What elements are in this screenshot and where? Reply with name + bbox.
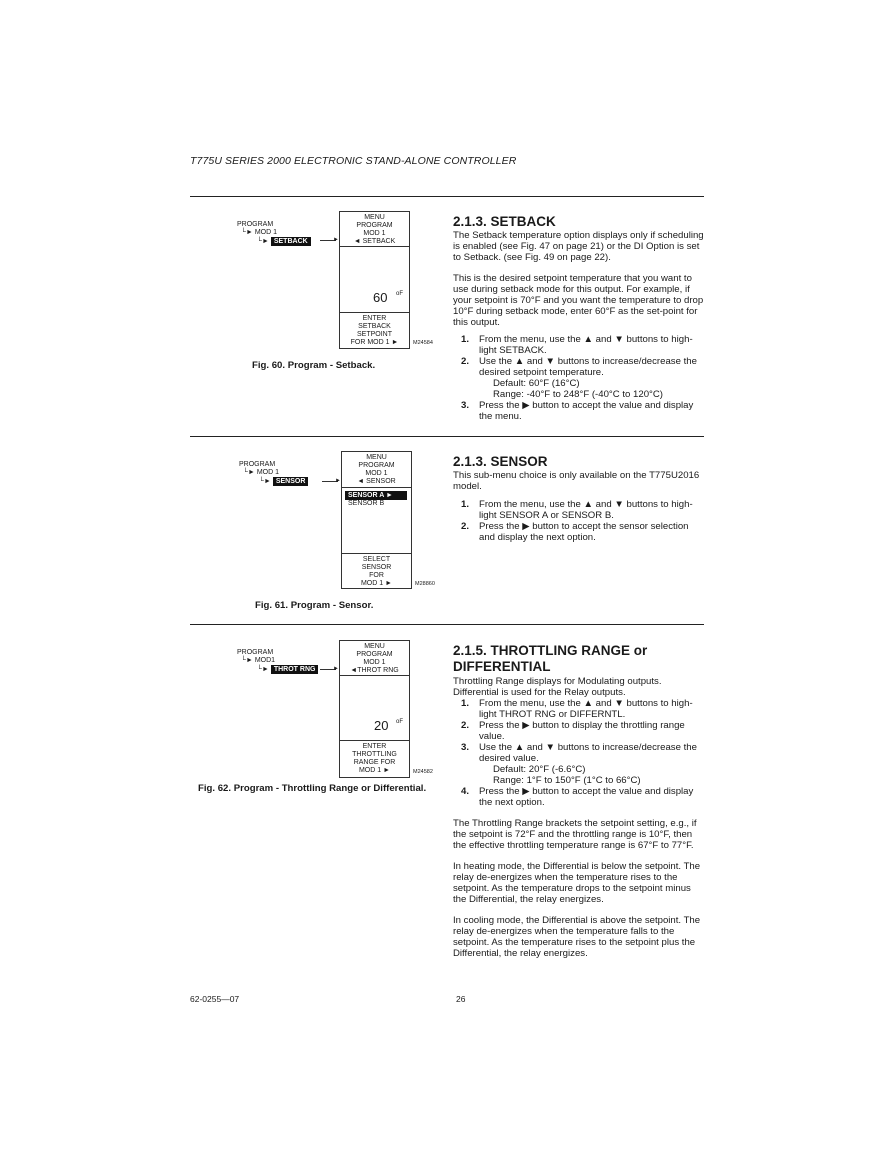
step-default: Default: 20°F (-6.6°C) [493, 764, 586, 775]
menu-tree [237, 649, 318, 674]
divider [190, 436, 704, 437]
step: 1. From the menu, use the ▲ and ▼ buttons to high-light THROT RNG or DIFFERNTL. [461, 698, 693, 720]
paragraph: The Setback temperature option displays only if scheduling is enabled (see Fig. 47 on page 21) or the DI Option is set to Setback. (see Fig. 49 on page 22). [453, 230, 704, 263]
step: 3. Press the ▶ button to accept the value and display the menu. [461, 400, 694, 422]
tree-child: MOD1 [254, 657, 276, 664]
figure-caption: Fig. 60. Program - Setback. [252, 360, 376, 371]
tree-selected-row: └► SETBACK [237, 237, 311, 246]
tree-selected: THROT RNG [271, 665, 319, 674]
lcd-line: THROTTLING [352, 751, 397, 758]
lcd-line: SENSOR [361, 564, 392, 571]
step: 1. From the menu, use the ▲ and ▼ buttons to high-light SETBACK. [461, 334, 693, 356]
tree-selected: SETBACK [271, 237, 311, 246]
lcd-line: MENU [364, 214, 385, 221]
lcd-line: ENTER [362, 315, 387, 322]
paragraph: The Throttling Range brackets the setpoint setting, e.g., if the setpoint is 72°F and the throttling range is 10°F, then the effective throttling temperature range is 67°F to 77°F. [453, 818, 697, 851]
step-list [453, 334, 705, 422]
lcd-line: PROGRAM [358, 462, 395, 469]
paragraph: In heating mode, the Differential is below the setpoint. The relay de-energizes when the temperature rises to the setpoint. As the temperature drops to the setpoint minus the Differential, the relay energizes. [453, 861, 701, 905]
lcd-line: MOD 1 [363, 230, 386, 237]
lcd-value: 60 [373, 290, 388, 305]
section-setback [453, 214, 705, 422]
section-title: 2.1.3. SETBACK [453, 214, 556, 229]
paragraph: In cooling mode, the Differential is above the setpoint. The relay de-energizes when the temperature falls to the setpoint. As the temperature rises to the setpoint plus the Differential, the relay energizes. [453, 915, 701, 959]
section-title: 2.1.3. SENSOR [453, 454, 548, 469]
step: 4. Press the ▶ button to accept the value and display the next option. [461, 786, 694, 808]
tree-child-row: └► MOD 1 [241, 229, 278, 236]
step-list [453, 698, 705, 808]
lcd-display [341, 451, 412, 589]
step: 2. Use the ▲ and ▼ buttons to increase/decrease the desired setpoint temperature. Default: 60°F (16°C) Range: -40°F to 248°F (-40°C to 120°C) [453, 356, 705, 400]
tree-child-row: └► MOD 1 [243, 469, 280, 476]
doc-number: 62-0255—07 [190, 994, 240, 1004]
lcd-line: RANGE FOR [353, 759, 396, 766]
section-sensor [453, 454, 705, 543]
tree-child: MOD 1 [256, 469, 280, 476]
paragraph: This sub-menu choice is only available on the T775U2016 model. [453, 470, 700, 492]
tree-child: MOD 1 [254, 229, 278, 236]
lcd-line: PROGRAM [356, 651, 393, 658]
step-range: Range: -40°F to 248°F (-40°C to 120°C) [493, 389, 663, 400]
lcd-line: MOD 1 ► [360, 580, 393, 587]
menu-tree [239, 461, 308, 486]
paragraph: This is the desired setpoint temperature that you want to use during setback mode for this output. For example, if your setpoint is 70°F and you want the temperature to drop 10°F during setback mode, enter 60°F as the set-point for this output. [453, 273, 704, 328]
step: 1. From the menu, use the ▲ and ▼ buttons to high-light SENSOR A or SENSOR B. [461, 499, 693, 521]
lcd-line: ◄THROT RNG [350, 667, 399, 674]
lcd-line: SETPOINT [356, 331, 392, 338]
page-number: 26 [456, 994, 466, 1004]
step-list [453, 499, 705, 543]
lcd-unit: oF [396, 719, 404, 725]
lcd-line: MENU [364, 643, 385, 650]
step-default: Default: 60°F (16°C) [493, 378, 580, 389]
paragraph: Throttling Range displays for Modulating outputs. Differential is used for the Relay outputs. [453, 676, 662, 698]
step: 3. Use the ▲ and ▼ buttons to increase/decrease the desired value. Default: 20°F (-6.6°C) Range: 1°F to 150°F (1°C to 66°C) [453, 742, 705, 786]
step: 2. Press the ▶ button to accept the sensor selection and display the next option. [461, 521, 689, 543]
lcd-line: MOD 1 ► [358, 767, 391, 774]
tree-root: PROGRAM [237, 221, 274, 228]
tree-child-row: └► MOD1 [241, 657, 276, 664]
figure-caption: Fig. 62. Program - Throttling Range or Differential. [198, 783, 427, 794]
lcd-line: ENTER [362, 743, 387, 750]
lcd-option: SENSOR B [348, 500, 385, 507]
lcd-display [339, 211, 410, 349]
lcd-value: 20 [374, 718, 389, 733]
page-header: T775U SERIES 2000 ELECTRONIC STAND-ALONE CONTROLLER [190, 155, 517, 167]
lcd-line: SELECT [362, 556, 391, 563]
section-title: 2.1.5. THROTTLING RANGE or [453, 643, 648, 658]
lcd-line: ◄ SETBACK [353, 238, 396, 245]
figure-code: M24584 [413, 340, 433, 346]
lcd-option-highlighted: SENSOR A ► [345, 491, 407, 500]
lcd-line: ◄ SENSOR [357, 478, 396, 485]
figure-caption: Fig. 61. Program - Sensor. [255, 600, 374, 611]
tree-root: PROGRAM [237, 649, 274, 656]
menu-tree [237, 221, 311, 246]
figure-code: M28860 [415, 581, 435, 587]
lcd-line: SETBACK [358, 323, 391, 330]
tree-selected-row: └► THROT RNG [237, 665, 318, 674]
lcd-line: MENU [366, 454, 387, 461]
lcd-display [339, 640, 410, 778]
section-title: DIFFERENTIAL [453, 659, 551, 674]
lcd-unit: oF [396, 291, 404, 297]
divider [190, 624, 704, 625]
lcd-line: FOR [369, 572, 384, 579]
figure-code: M24582 [413, 769, 433, 775]
divider [190, 196, 704, 197]
tree-root: PROGRAM [239, 461, 276, 468]
lcd-line: FOR MOD 1 ► [350, 339, 399, 346]
lcd-line: PROGRAM [356, 222, 393, 229]
tree-selected-row: └► SENSOR [239, 477, 308, 486]
lcd-line: MOD 1 [365, 470, 388, 477]
lcd-line: MOD 1 [363, 659, 386, 666]
tree-selected: SENSOR [273, 477, 309, 486]
step-range: Range: 1°F to 150°F (1°C to 66°C) [493, 775, 641, 786]
section-throttling [453, 643, 705, 959]
step: 2. Press the ▶ button to display the throttling range value. [461, 720, 685, 742]
